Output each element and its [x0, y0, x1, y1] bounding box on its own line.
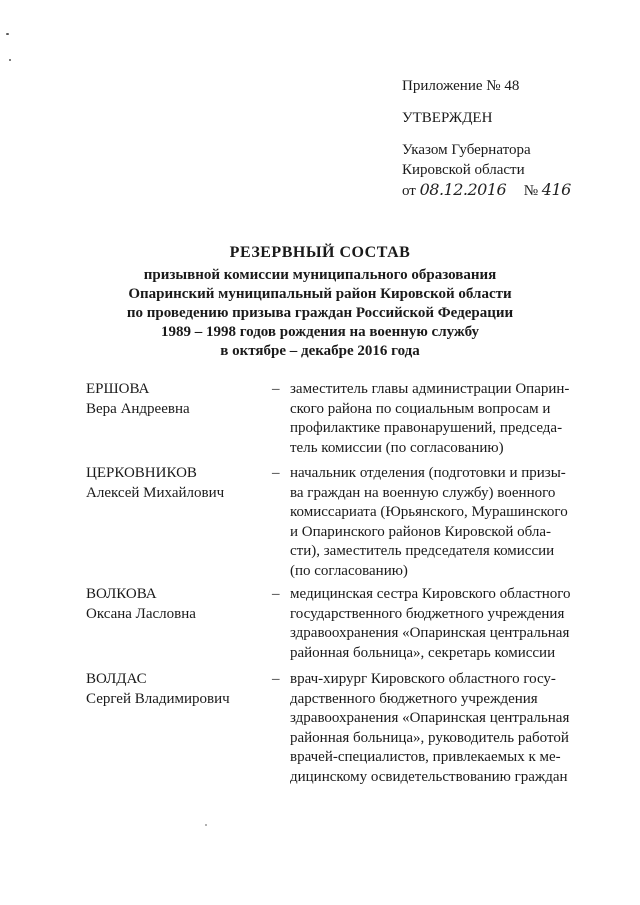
title-line: призывной комиссии муниципального образования: [143, 267, 497, 283]
title-line: 1989 – 1998 годов рождения на военную службу: [160, 324, 480, 340]
member-surname: ЦЕРКОВНИКОВ: [86, 465, 197, 481]
member-surname: ВОЛДАС: [86, 671, 147, 687]
member-dash: –: [272, 586, 280, 602]
title-main: РЕЗЕРВНЫЙ СОСТАВ: [229, 244, 411, 261]
member-role: медицинская сестра Кировского областного государственного бюджетного учреждения здравоохранения «Опаринская центральная районная больница», секретарь комиссии: [290, 586, 571, 661]
member-dash: –: [272, 671, 280, 687]
decree-line-1: Указом Губернатора: [402, 142, 531, 158]
member-name: [86, 670, 266, 709]
member-given-name: Сергей Владимирович: [86, 690, 230, 707]
member-surname: ЕРШОВА: [86, 381, 150, 397]
member-role: врач-хирург Кировского областного госу- дарственного бюджетного учреждения здравоохранения «Опаринская центральная районная больница», руководитель работой врачей-специалистов, привлекаемых к ме- дицинскому освидетельствованию граждан: [290, 671, 570, 785]
document-title: [80, 243, 560, 361]
member-given-name: Алексей Михайлович: [86, 484, 225, 501]
number-prefix: №: [523, 183, 539, 199]
member-given-name: Оксана Ласловна: [86, 605, 196, 622]
decree-block: [402, 140, 612, 201]
handwritten-number: 416: [541, 180, 571, 199]
scan-speck: [9, 59, 11, 61]
appendix-number: Приложение № 48: [402, 78, 520, 94]
member-role: начальник отделения (подготовки и призы- ва граждан на военную службу) военного комиссариата (Юрьянского, Мурашинского и Опаринского районов Кировской обла- сти), заместитель председателя комиссии (по согласованию): [290, 465, 568, 579]
decree-date-line: [402, 180, 612, 201]
title-line: в октябре – декабре 2016 года: [220, 343, 420, 359]
approved-label-block: [402, 108, 612, 128]
approved-label: УТВЕРЖДЕН: [402, 110, 493, 126]
scan-speck: [205, 824, 207, 826]
member-name: [86, 380, 266, 419]
member-role: заместитель главы администрации Опарин- ского района по социальным вопросам и профилактике правонарушений, председа- тель комиссии (по согласованию): [290, 381, 570, 456]
decree-line-2: Кировской области: [402, 162, 525, 178]
member-dash: –: [272, 465, 280, 481]
member-given-name: Вера Андреевна: [86, 400, 190, 417]
member-dash: –: [272, 381, 280, 397]
title-line: по проведению призыва граждан Российской Федерации: [126, 305, 514, 321]
member-name: [86, 585, 266, 624]
handwritten-date: 08.12.2016: [419, 180, 507, 199]
scan-speck: [6, 33, 9, 35]
member-name: [86, 464, 266, 503]
title-line: Опаринский муниципальный район Кировской области: [128, 286, 512, 302]
date-prefix: от: [402, 183, 416, 199]
member-surname: ВОЛКОВА: [86, 586, 157, 602]
approval-block: [402, 76, 612, 96]
